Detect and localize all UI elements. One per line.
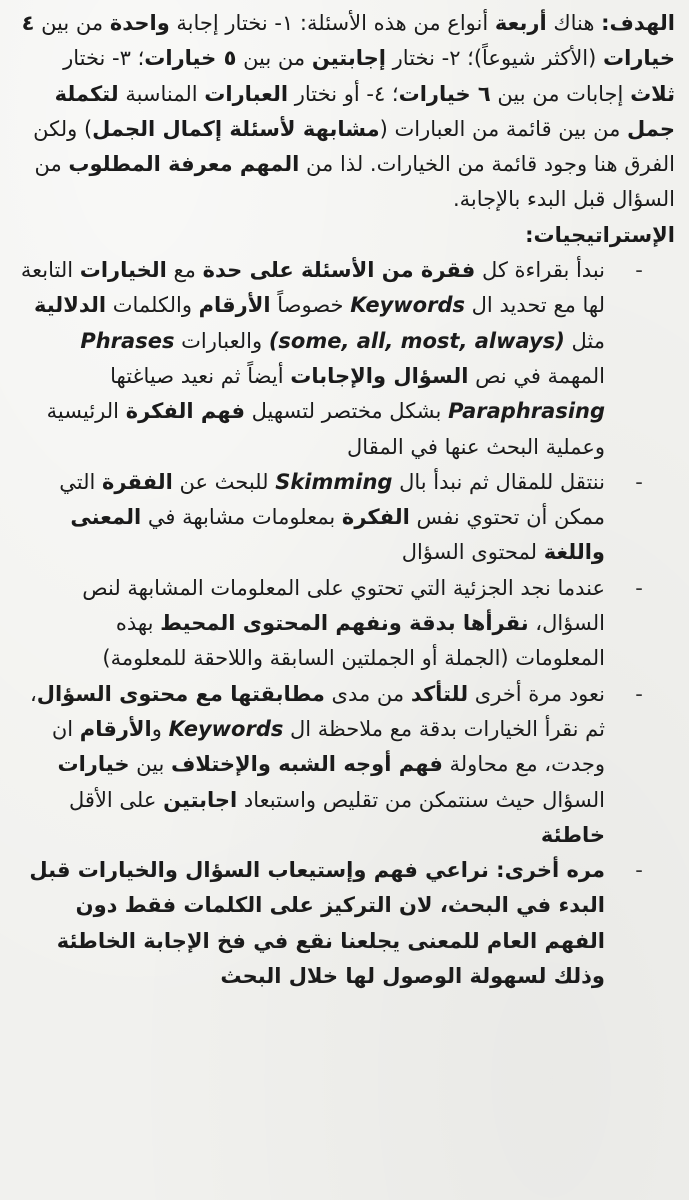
bullet-dash: -: [635, 858, 643, 883]
goal-text: هناك: [546, 11, 595, 35]
strategies-list: [18, 253, 675, 994]
strategy-text: السؤال حيث سنتمكن من تقليص واستبعاد: [237, 787, 605, 812]
strategy-emphasis-text: الأرقام: [198, 293, 271, 318]
strategy-text: لمحتوى السؤال: [401, 540, 544, 565]
strategy-emphasis-text: خيارات: [57, 752, 130, 777]
strategy-text: بين: [129, 752, 171, 777]
strategy-emphasis-text: فهم أوجه الشبه والإختلاف: [171, 752, 443, 777]
goal-emphasis-text: ٥ خيارات: [144, 46, 237, 71]
strategy-emphasis-text: الأرقام: [79, 716, 152, 741]
goal-paragraph: [18, 6, 675, 218]
goal-emphasis-text: ٤ خيارات: [21, 11, 675, 71]
goal-text: من بين قائمة من العبارات (: [379, 116, 628, 141]
strategy-english-term: (some, all, most, always): [268, 328, 565, 353]
goal-emphasis-text: مشابهة لأسئلة إكمال الجمل: [92, 116, 380, 141]
goal-emphasis-text: المهم معرفة المطلوب: [68, 152, 300, 177]
goal-text: أنواع من هذه الأسئلة: ١- نختار إجابة: [169, 11, 495, 35]
strategy-text: والعبارات: [174, 328, 269, 353]
strategy-text: التابعة لها مع تحديد ال: [20, 258, 605, 318]
strategy-text: خصوصاً: [270, 293, 351, 318]
goal-text: ؛ ٤- أو نختار: [288, 81, 399, 106]
strategies-heading: الإستراتيجيات:: [525, 222, 675, 247]
goal-text: من بين: [34, 11, 110, 35]
strategy-text: على الأقل: [69, 787, 164, 812]
bullet-dash: -: [635, 469, 643, 494]
strategy-emphasis-text: مطابقتها مع محتوى السؤال: [36, 681, 325, 706]
strategy-english-term: Keywords: [168, 716, 284, 741]
strategy-text: الرئيسية وعملية البحث عنها في المقال: [46, 399, 605, 459]
strategy-text: مع: [166, 258, 203, 283]
strategy-english-term: Paraphrasing: [448, 399, 605, 424]
goal-text: ) ولكن الفرق هنا وجود قائمة من الخيارات. لذا من: [33, 116, 675, 177]
strategy-text: بشكل مختصر لتسهيل: [244, 399, 449, 424]
strategy-text: عندما نجد الجزئية التي تحتوي على المعلومات المشابهة لنص السؤال،: [82, 575, 605, 636]
goal-text: إجابات من بين: [490, 81, 631, 106]
strategy-text: من مدى: [324, 681, 411, 706]
goal-emphasis-text: ثلاث: [630, 81, 675, 106]
strategy-emphasis-text: السؤال والإجابات: [290, 363, 469, 388]
strategy-text: ننتقل للمقال ثم نبدأ بال: [392, 469, 605, 494]
strategy-english-term: Keywords: [350, 293, 465, 318]
strategy-text: بهذه المعلومات (الجملة أو الجملتين السابقة واللاحقة للمعلومة): [102, 611, 605, 671]
strategy-item: [18, 253, 675, 465]
strategy-emphasis-text: المعنى واللغة: [70, 505, 605, 565]
strategy-text: المهمة في نص: [468, 363, 605, 388]
goal-emphasis-text: لتكملة جمل: [54, 81, 675, 141]
strategy-emphasis-text: خاطئة: [540, 822, 605, 847]
strategy-text: نبدأ بقراءة كل: [475, 258, 605, 283]
strategy-emphasis-text: الدلالية: [34, 293, 107, 318]
strategy-emphasis-text: مره أخرى: نراعي فهم وإستيعاب السؤال والخيارات قبل البدء في البحث، لان التركيز على الكلمات فقط دون الفهم العام للمعنى يجلعنا نقع في فخ الإجابة الخاطئة وذلك لسهولة الوصول لها خلال البحث: [29, 858, 605, 989]
bullet-dash: -: [635, 575, 643, 600]
strategy-item: [18, 465, 675, 571]
goal-text: من بين: [236, 46, 312, 71]
strategy-item: [18, 853, 675, 994]
strategy-emphasis-text: للتأكد: [410, 681, 469, 706]
strategy-emphasis-text: الفكرة: [341, 505, 410, 530]
strategy-text: ، ثم نقرأ الخيارات بدقة مع ملاحظة ال: [29, 681, 605, 741]
strategy-emphasis-text: نقرأها بدقة ونفهم المحتوى المحيط: [160, 611, 529, 636]
goal-emphasis-text: ٦ خيارات: [398, 81, 491, 106]
goal-text: (الأكثر شيوعاً)؛ ٢- نختار: [385, 46, 604, 71]
strategy-text: أيضاً ثم نعيد صياغتها: [110, 363, 291, 388]
strategy-emphasis-text: فقرة من الأسئلة على حدة: [202, 258, 476, 283]
goal-label: الهدف:: [601, 11, 675, 35]
strategy-text: والكلمات: [106, 293, 199, 318]
strategy-text: بمعلومات مشابهة في: [141, 505, 342, 530]
strategy-text: مثل: [564, 328, 605, 353]
strategy-text: نعود مرة أخرى: [468, 681, 605, 706]
strategy-text: التي ممكن أن تحتوي نفس: [59, 469, 605, 530]
strategy-emphasis-text: فهم الفكرة: [125, 399, 245, 424]
goal-emphasis-text: إجابتين: [311, 46, 386, 71]
goal-emphasis-text: واحدة: [109, 11, 170, 35]
bullet-dash: -: [635, 258, 643, 283]
strategy-emphasis-text: الفقرة: [102, 469, 173, 494]
goal-emphasis-text: العبارات: [204, 81, 289, 106]
goal-text: من السؤال قبل البدء بالإجابة.: [34, 152, 675, 212]
strategy-text: ان وجدت، مع محاولة: [51, 716, 605, 777]
strategy-emphasis-text: الخيارات: [79, 258, 167, 283]
strategy-english-term: Skimming: [275, 469, 393, 494]
strategy-text: و: [151, 716, 169, 741]
strategy-item: [18, 677, 675, 853]
goal-text: ؛ ٣- نختار: [63, 46, 145, 71]
strategy-item: [18, 571, 675, 677]
strategy-english-term: Phrases: [80, 328, 175, 353]
goal-text: المناسبة: [118, 81, 205, 106]
bullet-dash: -: [635, 681, 643, 706]
strategy-text: للبحث عن: [172, 469, 276, 494]
goal-emphasis-text: أربعة: [494, 11, 547, 35]
strategy-emphasis-text: اجابتين: [163, 787, 238, 812]
